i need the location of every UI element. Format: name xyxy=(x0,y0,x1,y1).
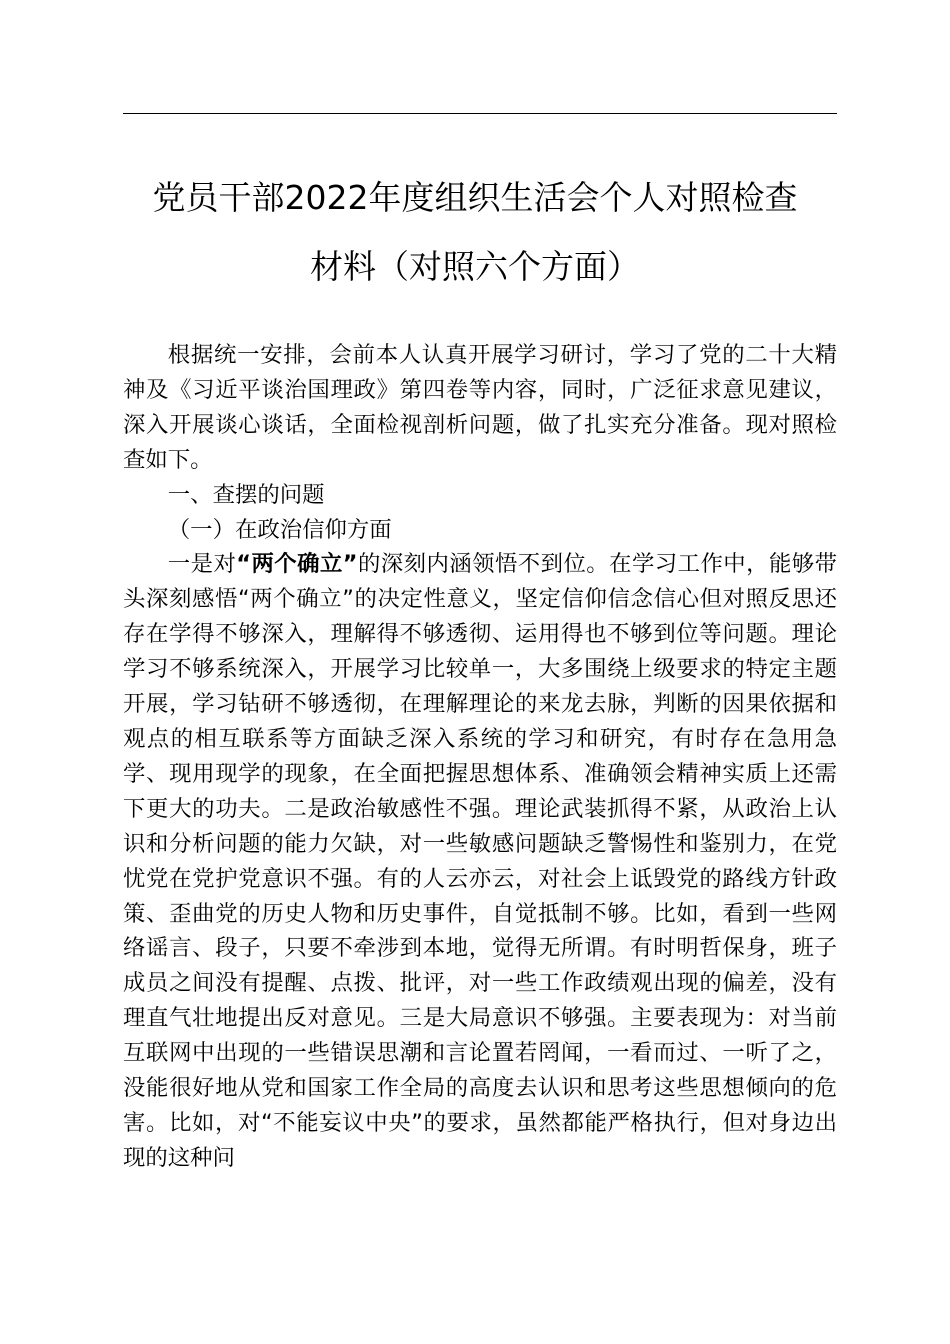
document-title-line-2: 材料（对照六个方面） xyxy=(310,247,640,286)
header-rule xyxy=(123,113,837,114)
paragraph-political-belief xyxy=(123,547,837,1175)
intro-paragraph: 根据统一安排，会前本人认真开展学习研讨，学习了党的二十大精神及《习近平谈治国理政》第四卷等内容，同时，广泛征求意见建议，深入开展谈心谈话，全面检视剖析问题，做了扎实充分准备。现对照检查如下。 xyxy=(123,342,837,473)
section-heading: 一、查摆的问题 xyxy=(167,481,325,508)
document-body xyxy=(123,338,837,1176)
para-lead-prefix: 一是对 xyxy=(167,551,237,578)
para-body: 在学习工作中，能够带头深刻感悟“两个确立”的决定性意义，坚定信仰信念信心但对照反思还存在学得不够深入，理解得不够透彻、运用得也不够到位等问题。理论学习不够系统深入，开展学习比较单一，大多围绕上级要求的特定主题开展，学习钻研不够透彻，在理解理论的来龙去脉，判断的因果依据和观点的相互联系等方面缺乏深入系统的学习和研究，有时存在急用急学、现用现学的现象，在全面把握思想体系、准确领会精神实质上还需下更大的功夫。二是政治敏感性不强。理论武装抓得不紧，从政治上认识和分析问题的能力欠缺，对一些敏感问题缺乏警惕性和鉴别力，在党忧党在党护党意识不强。有的人云亦云，对社会上诋毁党的路线方针政策、歪曲党的历史人物和历史事件，自觉抵制不够。比如，看到一些网络谣言、段子，只要不牵涉到本地，觉得无所谓。有时明哲保身，班子成员之间没有提醒、点拨、批评，对一些工作政绩观出现的偏差，没有理直气壮地提出反对意见。三是大局意识不够强。主要表现为：对当前互联网中出现的一些错误思潮和言论置若罔闻，一看而过、一听了之，没能很好地从党和国家工作全局的高度去认识和思考这些思想倾向的危害。比如，对“不能妄议中央”的要求，虽然都能严格执行，但对身边出现的这种问 xyxy=(123,551,838,1171)
para-lead-suffix: 的深刻内涵领悟不到位。 xyxy=(357,551,610,578)
para-lead-quote: “两个确立” xyxy=(236,551,358,578)
document-title-line-1: 党员干部2022年度组织生活会个人对照检查 xyxy=(152,178,798,217)
subsection-heading: （一）在政治信仰方面 xyxy=(167,516,392,543)
